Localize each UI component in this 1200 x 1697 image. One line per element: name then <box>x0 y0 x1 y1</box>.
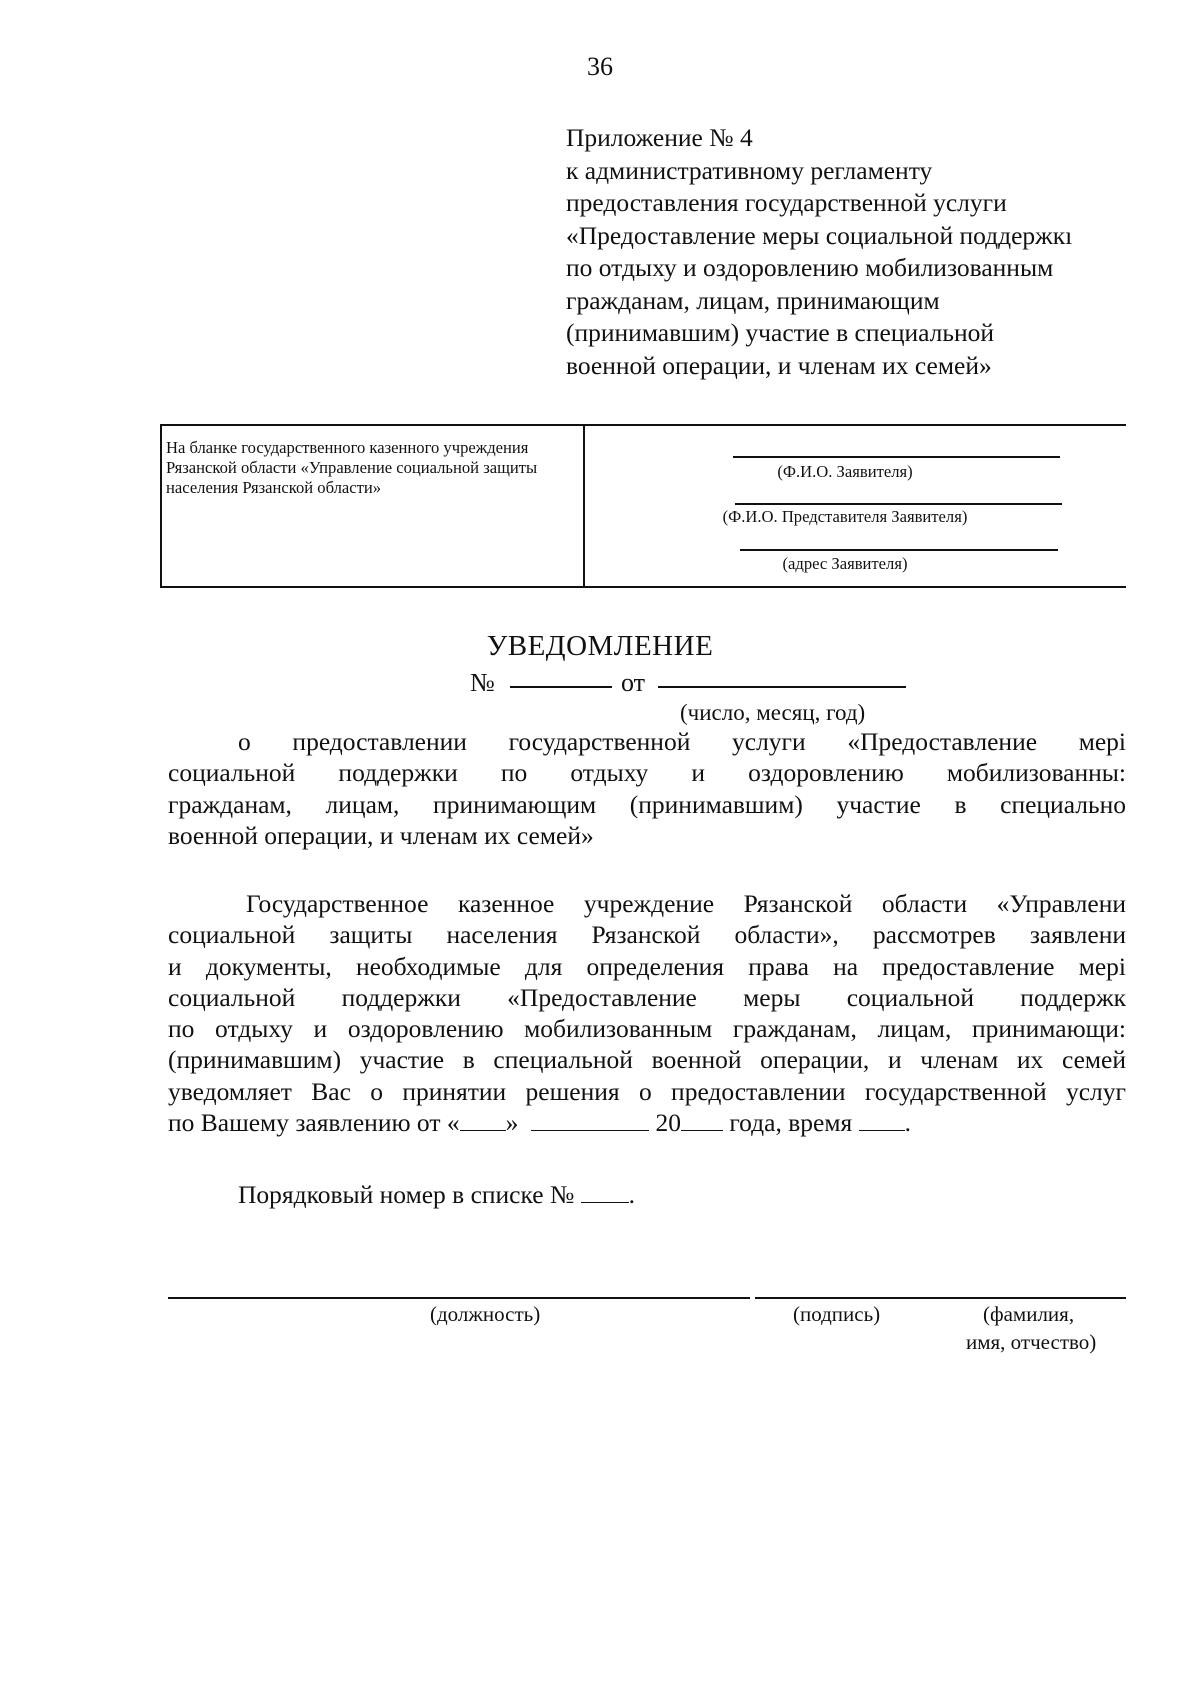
appendix-line: (принимавшим) участие в специальной <box>566 318 995 347</box>
appendix-line: гражданам, лицам, принимающим <box>566 285 940 315</box>
appendix-heading <box>566 122 1072 382</box>
order-period: . <box>628 1180 636 1209</box>
notice-title: УВЕДОМЛЕНИЕ <box>486 630 714 662</box>
representative-name-caption: (Ф.И.О. Представителя Заявителя) <box>722 507 968 526</box>
order-number-label: Порядковый номер в списке № <box>238 1180 575 1209</box>
subject-line: о предоставлении государственной услуги «Предоставление мері <box>238 727 1126 756</box>
time-label: года, время <box>729 1108 853 1138</box>
appendix-line: Приложение № 4 <box>566 123 753 152</box>
table-bottom-border <box>160 586 1126 588</box>
appendix-line: предоставления государственной услуги <box>566 188 1007 217</box>
applicant-name-caption: (Ф.И.О. Заявителя) <box>777 462 913 481</box>
quote-close: » <box>505 1108 519 1138</box>
body-line: (принимавшим) участие в специальной военной операции, и членам их семей <box>168 1045 1126 1075</box>
appendix-line: военной операции, и членам их семей» <box>566 350 992 380</box>
application-date-prefix: по Вашему заявлению от « <box>168 1108 460 1138</box>
order-number-line <box>238 1180 635 1210</box>
notice-number-field[interactable] <box>510 686 612 688</box>
letterhead-note: На бланке государственного казенного учреждения Рязанской области «Управление социальной защиты населения Рязанской области» <box>166 438 538 497</box>
applicant-name-line[interactable] <box>733 456 1060 458</box>
year-prefix: 20 <box>655 1108 681 1138</box>
subject-line: военной операции, и членам их семей» <box>168 820 594 850</box>
notice-from-label: от <box>621 668 646 697</box>
notice-number-label: № <box>470 668 495 697</box>
name-caption-line2: имя, отчество) <box>966 1330 1097 1354</box>
body-line: Государственное казенное учреждение Рязанской области «Управлени <box>246 889 1126 918</box>
page-number: 36 <box>587 52 613 81</box>
body-line: уведомляет Вас о принятии решения о предоставлении государственной услуг <box>168 1076 1126 1106</box>
order-number-field[interactable] <box>581 1182 629 1203</box>
position-line[interactable] <box>168 1297 750 1299</box>
notice-subject <box>168 726 1126 851</box>
notice-body <box>168 888 1126 1138</box>
body-line: и документы, необходимые для определения права на предоставление мері <box>168 951 1126 981</box>
subject-line: гражданам, лицам, принимающим (принимавшим) участие в специально <box>168 789 1126 819</box>
representative-name-line[interactable] <box>735 503 1062 505</box>
applicant-address-caption: (адрес Заявителя) <box>782 554 908 573</box>
body-line: социальной поддержки «Предоставление меры социальной поддержк <box>168 982 1126 1012</box>
table-left-border <box>160 424 162 588</box>
body-line: по отдыху и оздоровлению мобилизованным гражданам, лицам, принимающи: <box>168 1014 1126 1044</box>
signature-name-line[interactable] <box>755 1297 1126 1299</box>
application-year-field[interactable] <box>681 1110 723 1131</box>
notice-date-field[interactable] <box>658 686 906 688</box>
application-month-field[interactable] <box>531 1110 649 1131</box>
appendix-line: к административному регламенту <box>566 155 933 185</box>
body-line: социальной защиты населения Рязанской области», рассмотрев заявлени <box>168 920 1126 950</box>
applicant-address-line[interactable] <box>740 549 1058 551</box>
signature-caption: (подпись) <box>793 1302 881 1326</box>
form-header-table <box>160 424 1126 588</box>
subject-line: социальной поддержки по отдыху и оздоровлению мобилизованны: <box>168 758 1126 788</box>
notice-date-caption: (число, месяц, год) <box>680 700 866 725</box>
position-caption: (должность) <box>430 1302 541 1326</box>
period: . <box>904 1108 911 1138</box>
table-top-border <box>160 424 1126 426</box>
application-day-field[interactable] <box>460 1110 506 1131</box>
appendix-line: по отдыху и оздоровлению мобилизованным <box>566 253 1054 282</box>
name-caption-line1: (фамилия, <box>983 1302 1075 1326</box>
application-time-field[interactable] <box>859 1110 905 1131</box>
application-date-line <box>168 1107 1126 1138</box>
appendix-line: «Предоставление меры социальной поддержкı <box>566 220 1073 250</box>
